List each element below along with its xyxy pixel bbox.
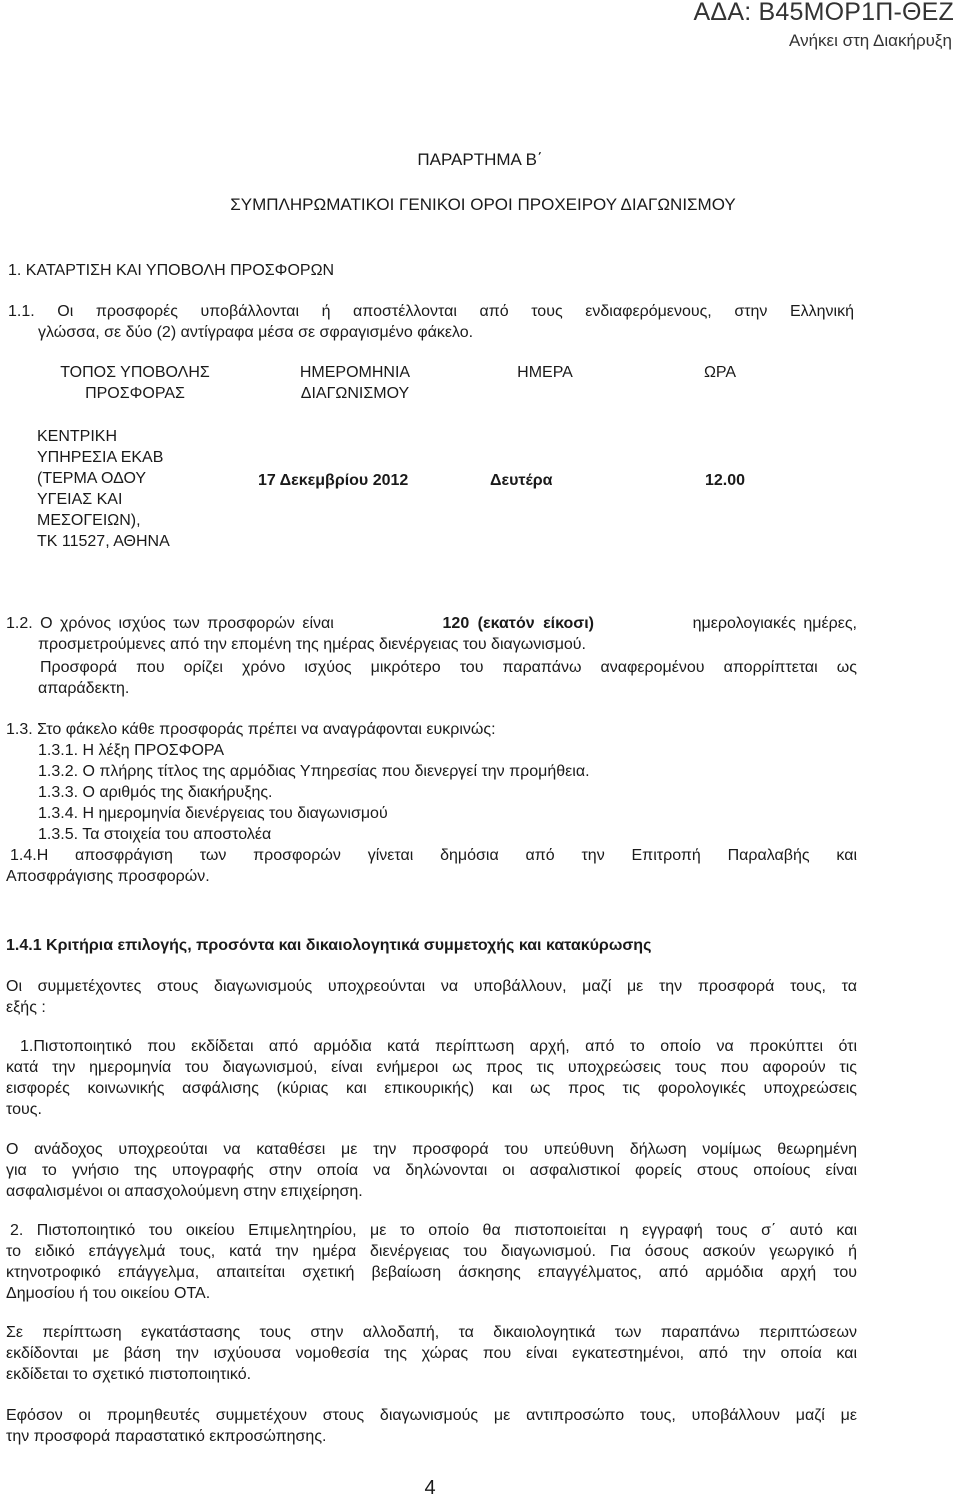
cell-date: 17 Δεκεμβρίου 2012 (258, 472, 409, 489)
foreign-line2: εκδίδονται με βάση την ισχύουσα νομοθεσία της χώρας που είναι εγκατεστημένοι, από την οποία και (6, 1345, 857, 1362)
cert2-line2: το ειδικό επάγγελμά τους, κατά την ημέρα διενέργειας του διαγωνισμού. Για όσους ασκούν γεωργικό ή (6, 1243, 857, 1260)
cert1-line3: εισφορές κοινωνικής ασφάλισης (κύριας και επικουρικής) και ως προς τις φορολογικές υποχρεώσεις (6, 1080, 857, 1097)
paragraph-1-3-intro: 1.3. Στο φάκελο κάθε προσφοράς πρέπει να αναγράφονται ευκρινώς: (6, 721, 496, 738)
cert1-line1: 1.Πιστοποιητικό που εκδίδεται από αρμόδια κατά περίπτωση αρχή, από το οποίο να προκύπτει ότι (20, 1038, 857, 1055)
cell-place (37, 426, 170, 552)
paragraph-1-4-line2: Αποσφράγισης προσφορών. (6, 868, 210, 885)
list-item: 1.3.4. Η ημερομηνία διενέργειας του διαγωνισμού (38, 805, 388, 822)
representative-line1: Εφόσον οι προμηθευτές συμμετέχουν στους διαγωνισμούς με αντιπροσώπο τους, υποβάλλουν μαζί με (6, 1407, 857, 1424)
p12-text-a: 1.2. Ο χρόνος ισχύος των προσφορών είναι (6, 615, 334, 632)
document-subtitle: Ανήκει στη Διακήρυξη (789, 31, 952, 50)
paragraph-1-2-line3: Προσφορά που ορίζει χρόνο ισχύος μικρότερο του παραπάνω αναφερομένου απορρίπτεται ως (40, 659, 857, 676)
header-time: ΩΡΑ (703, 364, 737, 381)
representative-line2: την προσφορά παραστατικό εκπροσώπησης. (6, 1428, 327, 1445)
contractor-line2: για το γνήσιο της υπογραφής στην οποία να δηλώνονται οι ασφαλιστικοί φορείς στους οποίους είναι (6, 1162, 857, 1179)
cell-time: 12.00 (705, 472, 746, 489)
list-item: 1.3.5. Τα στοιχεία του αποστολέα (38, 826, 272, 843)
paragraph-1-4-line1: 1.4.Η αποσφράγιση των προσφορών γίνεται δημόσια από την Επιτροπή Παραλαβής και (10, 847, 857, 864)
p12-validity-bold: 120 (εκατόν είκοσι) (442, 615, 594, 632)
header-date (250, 362, 460, 404)
place-line: ΥΠΗΡΕΣΙΑ ΕΚΑΒ (37, 449, 164, 466)
foreign-line3: εκδίδεται το σχετικό πιστοποιητικό. (6, 1366, 252, 1383)
header-place (45, 362, 225, 404)
place-line: ΤΚ 11527, ΑΘΗΝΑ (37, 533, 170, 550)
cert2-line3: κτηνοτροφικό επάγγελμα, απαιτείται σχετική βεβαίωση άσκησης επαγγέλματος, από αρμόδια αρχή του (6, 1264, 857, 1281)
page-number: 4 (424, 1477, 436, 1499)
cell-day: Δευτέρα (490, 472, 553, 489)
list-item: 1.3.3. Ο αριθμός της διακήρυξης. (38, 784, 273, 801)
participants-line1: Οι συμμετέχοντες στους διαγωνισμούς υποχρεούνται να υποβάλλουν, μαζί με την προσφορά τους, τα (6, 978, 857, 995)
paragraph-1-2-line2: προσμετρούμενες από την επομένη της ημέρας διενέργειας του διαγωνισμού. (38, 636, 586, 653)
header-date-line1: ΗΜΕΡΟΜΗΝΙΑ (299, 364, 411, 381)
participants-line2: εξής : (6, 999, 46, 1016)
section-heading-1-4-1: 1.4.1 Κριτήρια επιλογής, προσόντα και δικαιολογητικά συμμετοχής και κατακύρωσης (6, 937, 652, 954)
paragraph-1-1-line1: 1.1. Οι προσφορές υποβάλλονται ή αποστέλλονται από τους ενδιαφερόμενους, στην Ελληνική (8, 303, 854, 320)
cert1-line2: κατά την ημερομηνία του διαγωνισμού, είναι ενήμεροι ως προς τις υποχρεώσεις τους που αφορούν τις (6, 1059, 857, 1076)
cert2-line4: Δημοσίου ή του οικείου ΟΤΑ. (6, 1285, 211, 1302)
foreign-line1: Σε περίπτωση εγκατάστασης τους στην αλλοδαπή, τα δικαιολογητικά των παραπάνω περιπτώσεων (6, 1324, 857, 1341)
contractor-line1: Ο ανάδοχος υποχρεούται να καταθέσει με την προσφορά του υπεύθυνη δήλωση νομίμως θεωρημένη (6, 1141, 857, 1158)
header-day: ΗΜΕΡΑ (517, 364, 573, 381)
place-line: ΚΕΝΤΡΙΚΗ (37, 428, 118, 445)
contractor-line3: ασφαλισμένοι οι απασχολούμενη στην επιχείρηση. (6, 1183, 363, 1200)
cert1-line4: τους. (6, 1101, 42, 1118)
paragraph-1-1-line2: γλώσσα, σε δύο (2) αντίγραφα μέσα σε σφραγισμένο φάκελο. (38, 324, 474, 341)
place-line: (ΤΕΡΜΑ ΟΔΟΥ (37, 470, 147, 487)
place-line: ΥΓΕΙΑΣ ΚΑΙ (37, 491, 123, 508)
document-code: ΑΔΑ: Β45ΜΟΡ1Π-ΘΕΖ (693, 0, 954, 26)
header-place-line1: ΤΟΠΟΣ ΥΠΟΒΟΛΗΣ (60, 364, 210, 381)
place-line: ΜΕΣΟΓΕΙΩΝ), (37, 512, 141, 529)
p12-text-c: ημερολογιακές ημέρες, (692, 615, 857, 632)
paragraph-1-2-line1 (6, 613, 857, 634)
header-date-line2: ΔΙΑΓΩΝΙΣΜΟΥ (300, 385, 410, 402)
page-title: ΠΑΡΑΡΤΗΜΑ Β΄ (417, 150, 543, 169)
list-item: 1.3.1. Η λέξη ΠΡΟΣΦΟΡΑ (38, 742, 225, 759)
paragraph-1-2-line4: απαράδεκτη. (38, 680, 130, 697)
cert2-line1: 2. Πιστοποιητικό του οικείου Επιμελητηρίου, με το οποίο θα πιστοποιείται η εγγραφή τους σ΄ αυτό και (10, 1222, 857, 1239)
page-subtitle: ΣΥΜΠΛΗΡΩΜΑΤΙΚΟΙ ΓΕΝΙΚΟΙ ΟΡΟΙ ΠΡΟΧΕΙΡΟΥ ΔΙΑΓΩΝΙΣΜΟΥ (230, 195, 736, 214)
header-place-line2: ΠΡΟΣΦΟΡΑΣ (85, 385, 185, 402)
list-item: 1.3.2. Ο πλήρης τίτλος της αρμόδιας Υπηρεσίας που διενεργεί την προμήθεια. (38, 763, 590, 780)
section-heading-1: 1. ΚΑΤΑΡΤΙΣΗ ΚΑΙ ΥΠΟΒΟΛΗ ΠΡΟΣΦΟΡΩΝ (8, 262, 335, 279)
